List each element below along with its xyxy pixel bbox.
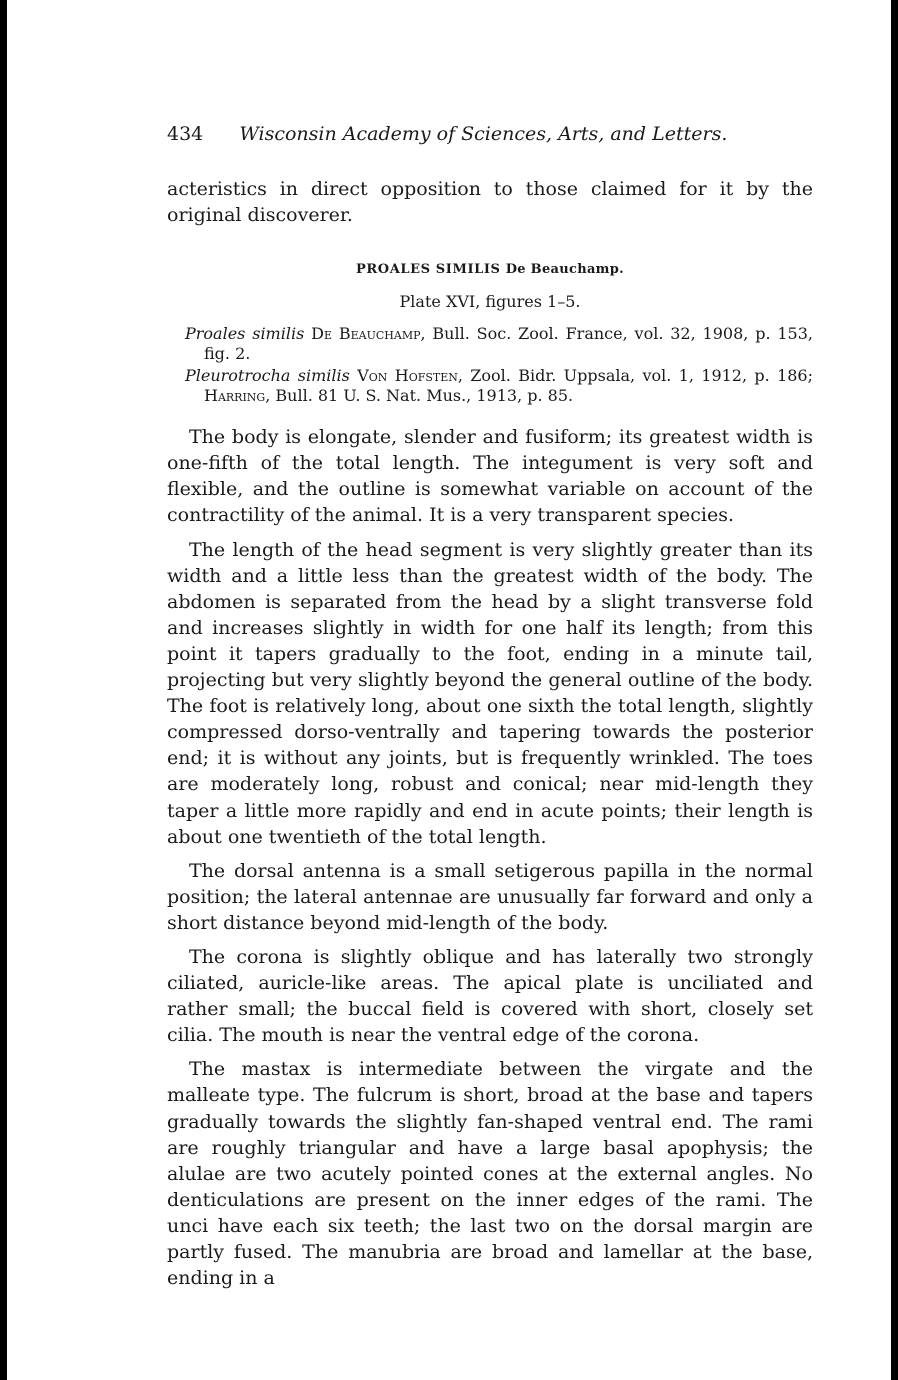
paragraph-mastax: The mastax is intermediate between the virgate and the malleate type. The fulcrum is short, broad at the base and tapers gradually towards the slightly fan-shaped ventral end. The rami are roughly triangular and have a large basal apophysis; the alulae are two acutely pointed cones at the external angles. No denticulations are present on the inner edges of the rami. The unci have each six teeth; the last two on the dorsal margin are partly fused. The manubria are broad and lamellar at the base, ending in a	[167, 1058, 813, 1290]
main-text	[167, 424, 813, 1291]
reference-taxon: Proales similis	[185, 324, 305, 344]
synonymy-references	[167, 324, 813, 406]
reference-entry	[167, 324, 813, 364]
species-author: De Beauchamp.	[505, 262, 624, 278]
paragraph-body-shape: The body is elongate, slender and fusiform; its greatest width is one-fifth of the total length. The integument is very soft and flexible, and the outline is somewhat variable on account of the contractility of the animal. It is a very transparent species.	[167, 426, 813, 527]
reference-author: Von Hofsten	[357, 366, 458, 386]
scan-border-left	[0, 0, 7, 1380]
book-page	[167, 112, 813, 1291]
page-number: 434	[167, 123, 204, 145]
species-heading	[167, 261, 813, 279]
reference-entry	[167, 366, 813, 406]
paragraph-head-foot: The length of the head segment is very slightly greater than its width and a little less than the greatest width of the body. The abdomen is separated from the head by a slight transverse fold and increases slightly in width for one half its length; from this point it tapers gradually to the foot, ending in a minute tail, projecting but very slightly beyond the general outline of the body. The foot is relatively long, about one sixth the total length, slightly compressed dorso-ventrally and tapering towards the posterior end; it is without any joints, but is frequently wrinkled. The toes are moderately long, robust and conical; near mid-length they taper a little more rapidly and end in acute points; their length is about one twentieth of the total length.	[167, 538, 813, 848]
paragraph-corona: The corona is slightly oblique and has laterally two strongly ciliated, auricle-like areas. The apical plate is unciliated and rather small; the buccal field is covered with short, closely set cilia. The mouth is near the ventral edge of the corona.	[167, 945, 813, 1047]
journal-title: Wisconsin Academy of Sciences, Arts, and Letters.	[239, 123, 728, 145]
reference-citation: , Bull. Soc. Zool. France, vol. 32, 1908, p. 153, fig. 2.	[204, 324, 813, 364]
scan-border-right	[891, 0, 898, 1380]
reference-citation-2: , Bull. 81 U. S. Nat. Mus., 1913, p. 85.	[265, 386, 574, 406]
intro-paragraph: acteristics in direct opposition to those claimed for it by the original discoverer.	[167, 178, 813, 227]
running-header	[167, 112, 813, 156]
reference-author: De Beauchamp	[311, 324, 421, 344]
reference-citation: , Zool. Bidr. Uppsala, vol. 1, 1912, p. 186;	[457, 366, 813, 386]
species-name: PROALES SIMILIS	[356, 262, 501, 278]
reference-author-2: Harring	[204, 386, 266, 406]
reference-taxon: Pleurotrocha similis	[185, 366, 350, 386]
plate-reference: Plate XVI, figures 1–5.	[399, 292, 581, 312]
paragraph-antennae: The dorsal antenna is a small setigerous papilla in the normal position; the lateral antennae are unusually far forward and only a short distance beyond mid-length of the body.	[167, 859, 813, 934]
